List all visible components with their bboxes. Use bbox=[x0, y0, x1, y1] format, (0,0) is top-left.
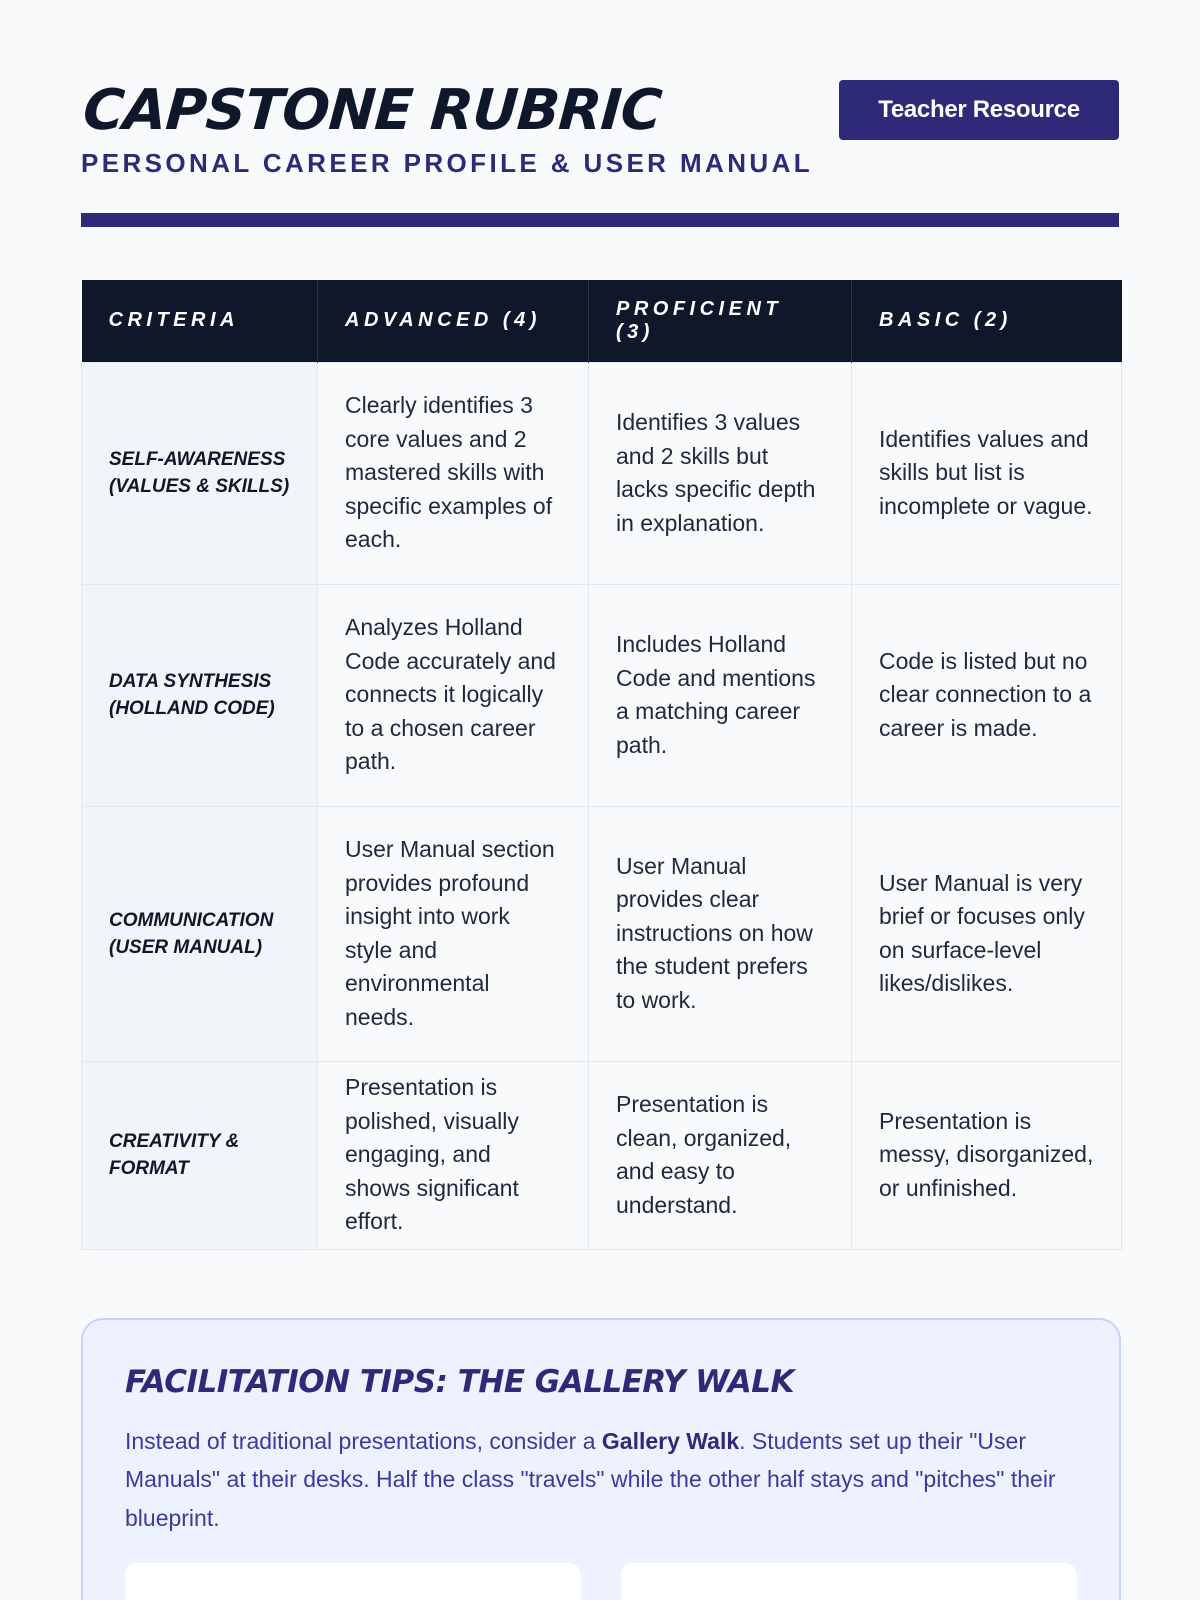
tips-text-rest: . Students set up their "User Manuals" at their desks. Half the class "travels" while the other half stays and "pitches" their blueprint. bbox=[125, 1427, 1056, 1531]
tips-title: FACILITATION TIPS: THE GALLERY WALK bbox=[125, 1363, 795, 1400]
basic-cell: Code is listed but no clear connection to a career is made. bbox=[852, 584, 1122, 806]
page-header bbox=[81, 0, 1119, 228]
criteria-cell bbox=[82, 362, 318, 584]
tip-card bbox=[621, 1563, 1077, 1600]
criteria-detail: (VALUES & SKILLS) bbox=[109, 476, 290, 497]
facilitation-tips-panel bbox=[81, 1318, 1121, 1600]
proficient-cell: Includes Holland Code and mentions a matching career path. bbox=[589, 584, 852, 806]
proficient-cell: Presentation is clean, organized, and easy to understand. bbox=[589, 1061, 852, 1249]
teacher-resource-badge[interactable]: Teacher Resource bbox=[839, 80, 1119, 140]
column-header-basic: BASIC (2) bbox=[852, 280, 1122, 362]
table-row bbox=[82, 1061, 1122, 1249]
page-subtitle: PERSONAL CAREER PROFILE & USER MANUAL bbox=[81, 148, 814, 178]
criteria-name: SELF-AWARENESS bbox=[109, 449, 286, 470]
table-header-row bbox=[82, 280, 1122, 362]
proficient-cell: User Manual provides clear instructions on how the student prefers to work. bbox=[589, 806, 852, 1061]
criteria-cell bbox=[82, 584, 318, 806]
tips-text-intro: Instead of traditional presentations, consider a bbox=[125, 1427, 602, 1454]
tip-cards bbox=[125, 1563, 1077, 1600]
header-divider bbox=[81, 213, 1119, 227]
proficient-cell: Identifies 3 values and 2 skills but lacks specific depth in explanation. bbox=[589, 362, 852, 584]
column-header-advanced: ADVANCED (4) bbox=[318, 280, 589, 362]
criteria-detail: (HOLLAND CODE) bbox=[109, 698, 275, 719]
basic-cell: Identifies values and skills but list is incomplete or vague. bbox=[852, 362, 1122, 584]
tip-card bbox=[125, 1563, 581, 1600]
criteria-cell bbox=[82, 1061, 318, 1249]
table-row bbox=[82, 584, 1122, 806]
advanced-cell: Clearly identifies 3 core values and 2 mastered skills with specific examples of each. bbox=[318, 362, 589, 584]
criteria-detail: FORMAT bbox=[109, 1158, 189, 1179]
table-row bbox=[82, 362, 1122, 584]
advanced-cell: Presentation is polished, visually engaging, and shows significant effort. bbox=[318, 1061, 589, 1249]
page-title: CAPSTONE RUBRIC bbox=[81, 78, 664, 143]
column-header-criteria: CRITERIA bbox=[82, 280, 318, 362]
rubric-table bbox=[81, 280, 1122, 1250]
criteria-name: DATA SYNTHESIS bbox=[109, 671, 272, 692]
criteria-name: CREATIVITY & bbox=[109, 1131, 240, 1152]
criteria-name: COMMUNICATION bbox=[109, 909, 274, 931]
criteria-detail: (USER MANUAL) bbox=[109, 936, 263, 958]
tips-text bbox=[125, 1422, 1077, 1538]
basic-cell: Presentation is messy, disorganized, or unfinished. bbox=[852, 1061, 1122, 1249]
table-row bbox=[82, 806, 1122, 1061]
basic-cell: User Manual is very brief or focuses only on surface-level likes/dislikes. bbox=[852, 806, 1122, 1061]
advanced-cell: Analyzes Holland Code accurately and connects it logically to a chosen career path. bbox=[318, 584, 589, 806]
tips-text-highlight: Gallery Walk bbox=[601, 1427, 740, 1454]
advanced-cell: User Manual section provides profound insight into work style and environmental needs. bbox=[318, 806, 589, 1061]
column-header-proficient: PROFICIENT (3) bbox=[589, 280, 852, 362]
criteria-cell bbox=[82, 806, 318, 1061]
